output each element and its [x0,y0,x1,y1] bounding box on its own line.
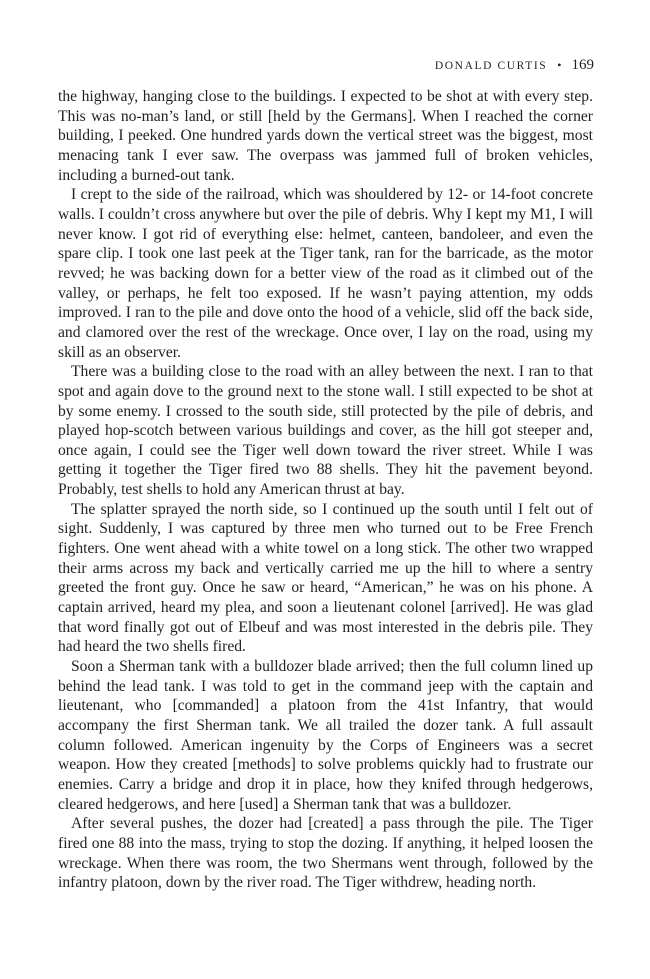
bullet-separator: • [557,58,562,72]
body-text [58,87,593,893]
paragraph-5: Soon a Sherman tank with a bulldozer blade arrived; then the full column lined up behind the lead tank. I was told to get in the command jeep with the captain and lieutenant, who [commanded] a platoon from the 41st Infantry, that would accompany the first Sherman tank. We all trailed the dozer tank. A full assault column followed. American ingenuity by the Corps of Engineers was a secret weapon. How they created [methods] to solve problems quickly had to frustrate our enemies. Carry a bridge and drop it in place, how they knifed through hedgerows, cleared hedgerows, and here [used] a Sherman tank that was a bulldozer. [58,658,593,813]
page-number: 169 [571,57,594,73]
paragraph-2: I crept to the side of the railroad, which was shouldered by 12- or 14-foot concrete walls. I couldn’t cross anywhere but over the pile of debris. Why I kept my M1, I will never know. I got rid of everything else: helmet, canteen, bandoleer, and even the spare clip. I took one last peek at the Tiger tank, ran for the barricade, as the motor revved; he was backing down for a better view of the road as it climbed out of the valley, or perhaps, he felt too exposed. If he wasn’t paying attention, my odds improved. I ran to the pile and dove onto the hood of a vehicle, slid off the back side, and clamored over the rest of the wreckage. Once over, I lay on the road, using my skill as an observer. [58,186,593,361]
running-head [435,57,594,74]
paragraph-6: After several pushes, the dozer had [created] a pass through the pile. The Tiger fired one 88 into the mass, trying to stop the dozing. If anything, it helped loosen the wreckage. When there was room, the two Shermans went through, followed by the infantry platoon, down by the river road. The Tiger withdrew, heading north. [58,815,593,892]
author-name: DONALD CURTIS [434,60,548,72]
paragraph-1: the highway, hanging close to the buildings. I expected to be shot at with every step. This was no-man’s land, or still [held by the Germans]. When I reached the corner building, I peeked. One hundred yards down the vertical street was the biggest, most menacing tank I ever saw. The overpass was jammed full of broken vehicles, including a burned-out tank. [58,88,593,184]
paragraph-3: There was a building close to the road with an alley between the next. I ran to that spot and again dove to the ground next to the stone wall. I still expected to be shot at by some enemy. I crossed to the south side, still protected by the pile of debris, and played hop-scotch between various buildings and cover, as the hill got steeper and, once again, I could see the Tiger well down toward the river street. While I was getting it together the Tiger fired two 88 shells. They hit the pavement beyond. Probably, test shells to hold any American thrust at bay. [58,363,593,499]
paragraph-4: The splatter sprayed the north side, so I continued up the south until I felt out of sight. Suddenly, I was captured by three men who turned out to be Free French fighters. One went ahead with a white towel on a long stick. The other two wrapped their arms across my back and vertically carried me up the hill to where a sentry greeted the front guy. Once he saw or heard, “American,” he was on his phone. A captain arrived, heard my plea, and soon a lieutenant colonel [arrived]. He was glad that word finally got out of Elbeuf and was most interested in the debris pile. They had heard the two shells fired. [58,500,593,656]
